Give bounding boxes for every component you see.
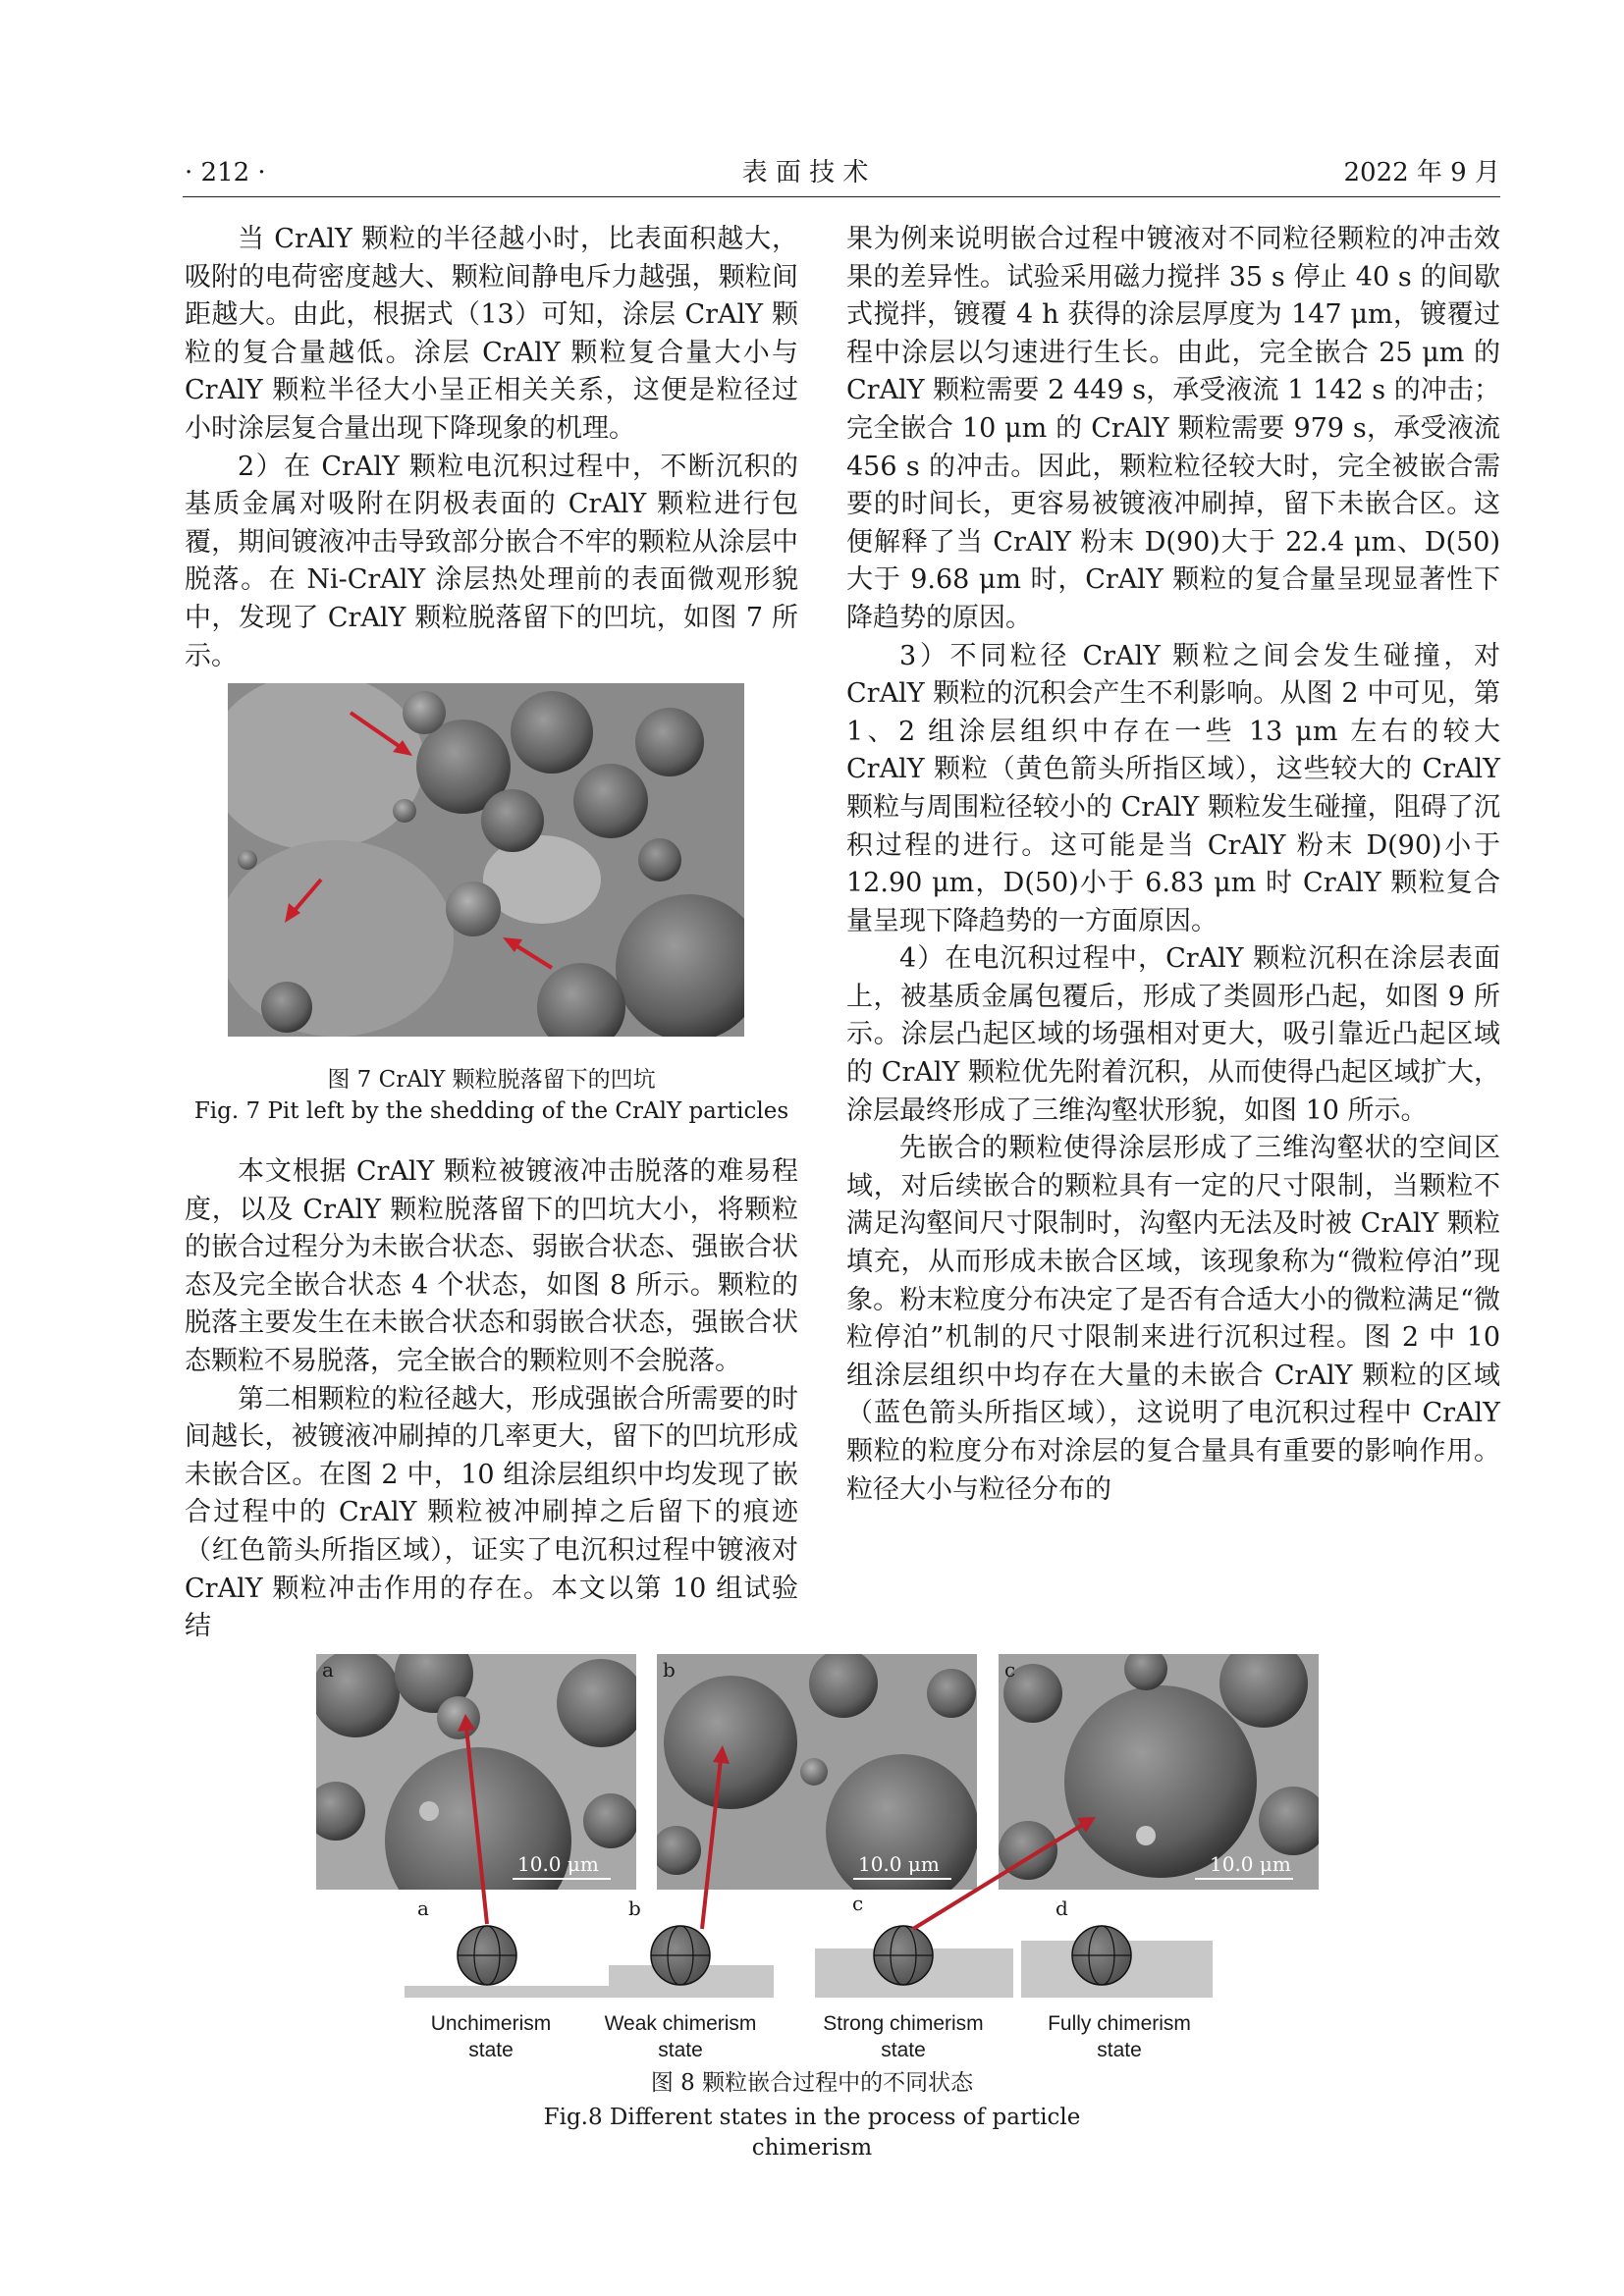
paragraph: 2）在 CrAlY 颗粒电沉积过程中，不断沉积的基质金属对吸附在阴极表面的 CrAlY 颗粒进行包覆，期间镀液冲击导致部分嵌合不牢的颗粒从涂层中脱落。在 Ni-CrAlY 涂层热处理前的表面微观形貌中，发现了 CrAlY 颗粒脱落留下的凹坑，如图 7 所示。 <box>185 451 798 671</box>
state-a-letter: a <box>417 1896 429 1920</box>
paragraph: 4）在电沉积过程中，CrAlY 颗粒沉积在涂层表面上，被基质金属包覆后，形成了类圆形凸起，如图 9 所示。涂层凸起区域的场强相对更大，吸引靠近凸起区域的 CrAlY 颗粒优先附着沉积，从而使得凸起区域扩大，涂层最终形成了三维沟壑状形貌，如图 10 所示。 <box>846 943 1500 1126</box>
panel-label: b <box>663 1658 676 1682</box>
panel-label: c <box>1004 1658 1016 1682</box>
scale-bar-label: 10.0 μm <box>858 1852 940 1876</box>
figure-8-caption-cn: 图 8 颗粒嵌合过程中的不同状态 <box>650 2070 974 2096</box>
state-a-diagram <box>405 1926 611 1998</box>
figure-7-caption-cn: 图 7 CrAlY 颗粒脱落留下的凹坑 <box>327 1067 656 1093</box>
paragraph: 3）不同粒径 CrAlY 颗粒之间会发生碰撞，对 CrAlY 颗粒的沉积会产生不利影响。从图 2 中可见，第 1、2 组涂层组织中存在一些 13 μm 左右的较大 CrAlY 颗粒（黄色箭头所指区域），这些较大的 CrAlY 颗粒与周围粒径较小的 CrAlY 颗粒发生碰撞，阻碍了沉积过程的进行。这可能是当 CrAlY 粉末 D(90)小于 12.90 μm，D(50)小于 6.83 μm 时 CrAlY 颗粒复合量呈现下降趋势的一方面原因。 <box>846 640 1500 936</box>
figure-7-caption-en: Fig. 7 Pit left by the shedding of the CrAlY particles <box>193 1098 789 1124</box>
figure-8-arrows <box>458 1714 1096 1929</box>
panel-label: a <box>322 1658 334 1682</box>
paragraph: 果为例来说明嵌合过程中镀液对不同粒径颗粒的冲击效果的差异性。试验采用磁力搅拌 35 s 停止 40 s 的间歇式搅拌，镀覆 4 h 获得的涂层厚度为 147 μm，镀覆过程中涂层以匀速进行生长。由此，完全嵌合 25 μm 的 CrAlY 颗粒需要 2 449 s，承受液流 1 142 s 的冲击；完全嵌合 10 μm 的 CrAlY 颗粒需要 979 s，承受液流 456 s 的冲击。因此，颗粒粒径较大时，完全被嵌合需要的时间长，更容易被镀液冲刷掉，留下未嵌合区。这便解释了当 CrAlY 粉末 D(90)大于 22.4 μm、D(50)大于 9.68 μm 时，CrAlY 颗粒的复合量呈现显著性下降趋势的原因。 <box>846 224 1500 633</box>
issue-date: 2022 年 9 月 <box>1343 158 1500 187</box>
state-c-diagram <box>815 1926 1013 1998</box>
scale-bar-label: 10.0 μm <box>517 1852 599 1876</box>
state-c-letter: c <box>852 1892 864 1915</box>
paragraph: 先嵌合的颗粒使得涂层形成了三维沟壑状的空间区域，对后续嵌合的颗粒具有一定的尺寸限制，当颗粒不满足沟壑间尺寸限制时，沟壑内无法及时被 CrAlY 颗粒填充，从而形成未嵌合区域，该现象称为“微粒停泊”现象。粉末粒度分布决定了是否有合适大小的微粒满足“微粒停泊”机制的尺寸限制来进行沉积过程。图 2 中 10 组涂层组织中均存在大量的未嵌合 CrAlY 颗粒的区域（蓝色箭头所指区域），这说明了电沉积过程中 CrAlY 颗粒的粒度分布对涂层的复合量具有重要的影响作用。粒径大小与粒径分布的 <box>846 1133 1500 1505</box>
paragraph: 第二相颗粒的粒径越大，形成强嵌合所需要的时间越长，被镀液冲刷掉的几率更大，留下的凹坑形成未嵌合区。在图 2 中，10 组涂层组织中均发现了嵌合过程中的 CrAlY 颗粒被冲刷掉之后留下的痕迹（红色箭头所指区域），证实了电沉积过程中镀液对 CrAlY 颗粒冲击作用的存在。本文以第 10 组试验结 <box>185 1383 798 1642</box>
state-b-diagram <box>609 1926 774 1998</box>
page-number: · 212 · <box>185 158 266 187</box>
state-d-letter: d <box>1056 1896 1068 1920</box>
state-c-label: Strong chimerism state <box>823 2012 984 2061</box>
journal-title: 表 面 技 术 <box>741 158 869 187</box>
state-b-label: Weak chimerism state <box>604 2012 757 2061</box>
paragraph: 本文根据 CrAlY 颗粒被镀液冲击脱落的难易程度，以及 CrAlY 颗粒脱落留下的凹坑大小，将颗粒的嵌合过程分为未嵌合状态、弱嵌合状态、强嵌合状态及完全嵌合状态 4 个状态，如图 8 所示。颗粒的脱落主要发生在未嵌合状态和弱嵌合状态，强嵌合状态颗粒不易脱落，完全嵌合的颗粒则不会脱落。 <box>185 1156 798 1376</box>
scale-bar-label: 10.0 μm <box>1210 1852 1291 1876</box>
state-d-diagram <box>1021 1926 1213 1998</box>
figure-8-caption-en: Fig.8 Different states in the process of particle chimerism <box>543 2105 1081 2161</box>
state-a-label: Unchimerism state <box>430 2012 552 2061</box>
state-d-label: Fully chimerism state <box>1048 2012 1191 2061</box>
state-b-letter: b <box>628 1896 641 1920</box>
paragraph: 当 CrAlY 颗粒的半径越小时，比表面积越大，吸附的电荷密度越大、颗粒间静电斥力越强，颗粒间距越大。由此，根据式（13）可知，涂层 CrAlY 颗粒的复合量越低。涂层 CrAlY 颗粒复合量大小与 CrAlY 颗粒半径大小呈正相关关系，这便是粒径过小时涂层复合量出现下降现象的机理。 <box>185 224 798 444</box>
